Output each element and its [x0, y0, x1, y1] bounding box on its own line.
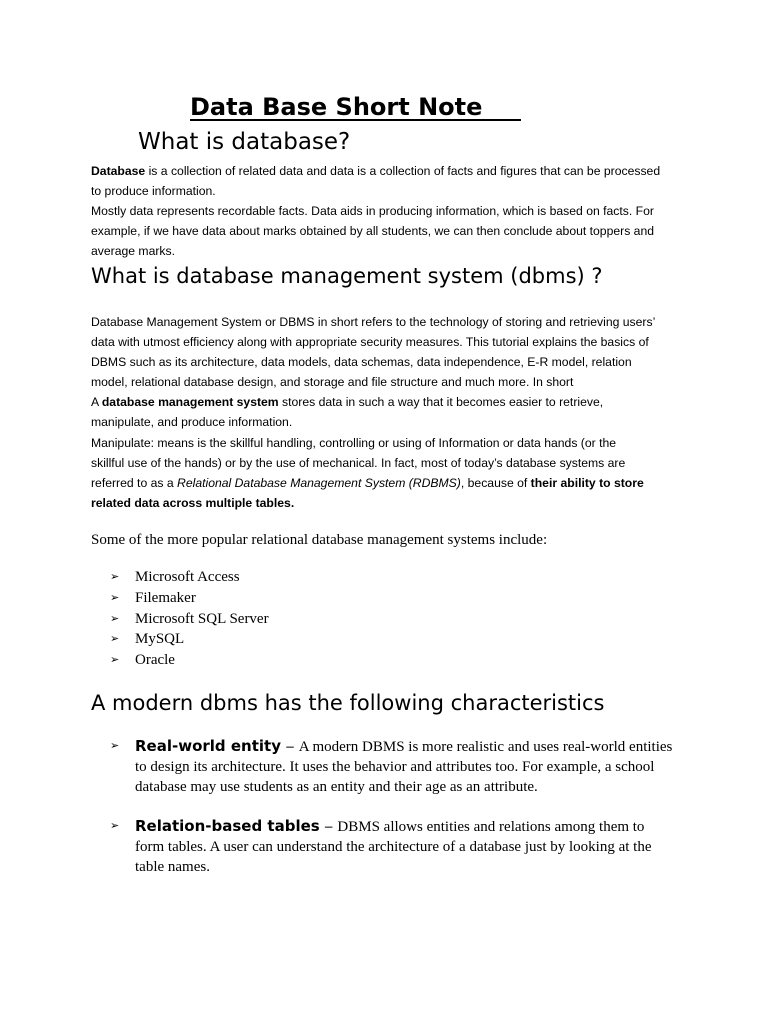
- page-title: Data Base Short Note: [190, 92, 521, 121]
- arrow-bullet-icon: ➢: [110, 590, 120, 604]
- heading-what-is-database: What is database?: [138, 129, 351, 155]
- list-item: ➢ Microsoft SQL Server: [110, 609, 269, 630]
- arrow-bullet-icon: ➢: [110, 653, 120, 667]
- arrow-bullet-icon: ➢: [110, 611, 120, 625]
- database-definition: Database is a collection of related data and data is a collection of facts and figures that can be processed to produce information. Mostly data represents recordable facts. Data aids in producing information, which is based on facts. For example, if we have data about marks obtained by all students, we can then conclude about toppers and average marks.: [91, 164, 661, 259]
- characteristic-real-world-entity: ➢ Real-world entity − A modern DBMS is more realistic and uses real-world entities to design its architecture. It uses the behavior and attributes too. For example, a school database may use students as an entity and their age as an attribute.: [110, 737, 673, 796]
- database-term: Database: [91, 164, 146, 178]
- list-item: ➢ Filemaker: [110, 588, 269, 609]
- arrow-bullet-icon: ➢: [110, 819, 120, 832]
- heading-what-is-dbms: What is database management system (dbms) ?: [91, 264, 603, 288]
- popular-systems-list: [110, 567, 269, 671]
- popular-systems-intro: Some of the more popular relational database management systems include:: [91, 532, 548, 548]
- list-item: ➢ Microsoft Access: [110, 567, 269, 588]
- dbms-term: database management system: [101, 395, 279, 410]
- arrow-bullet-icon: ➢: [110, 570, 120, 583]
- list-item: ➢ MySQL: [110, 629, 269, 650]
- heading-characteristics: A modern dbms has the following characteristics: [91, 691, 605, 715]
- list-item: ➢ Oracle: [110, 650, 269, 671]
- arrow-bullet-icon: ➢: [110, 632, 120, 646]
- characteristic-term: Real-world entity: [135, 737, 281, 755]
- rdbms-term: Relational Database Management System (RDBMS): [177, 475, 461, 490]
- arrow-bullet-icon: ➢: [110, 739, 120, 752]
- dbms-definition: Database Management System or DBMS in short refers to the technology of storing and retrieving users’ data with utmost efficiency along with appropriate security measures. This tutorial explains the basics of DBMS such as its architecture, data models, data schemas, data independence, E-R model, relation model, relational database design, and storage and file structure and much more. In short A database management system stores data in such a way that it becomes easier to retrieve, manipulate, and produce information. Manipulate: means is the skillful handling, controlling or using of Information or data hands (or the skillful use of the hands) or by the use of mechanical. In fact, most of today’s database systems are referred to as a Relational Database Management System (RDBMS), because of their ability to store related data across multiple tables.: [91, 315, 656, 510]
- characteristic-relation-based-tables: ➢ Relation-based tables − DBMS allows entities and relations among them to form tables. A user can understand the architecture of a database just by looking at the table names.: [110, 817, 652, 876]
- characteristic-term: Relation-based tables: [135, 817, 320, 835]
